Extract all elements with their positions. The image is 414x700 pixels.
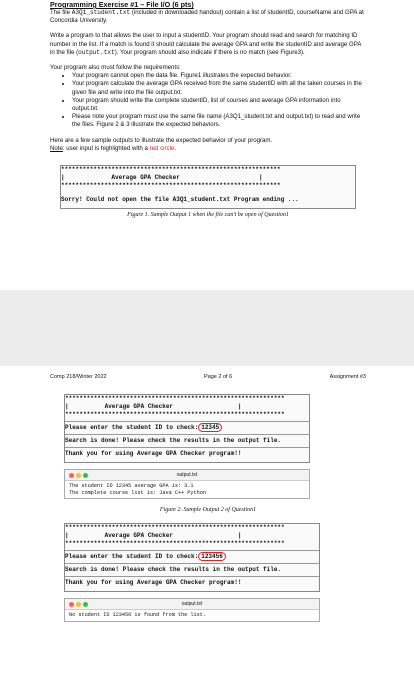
- page-2: [0, 366, 414, 700]
- user-input-circle: 12345: [198, 423, 222, 432]
- requirement-item: • Your program calculate the average GPA received from the same studentID with all the taken courses in the given file and write into the file output.txt.: [72, 80, 366, 96]
- window-titlebar: [65, 470, 309, 481]
- star-border: *************************************************************: [65, 524, 285, 531]
- page-number: Page 2 of 6: [204, 374, 233, 380]
- prompt-line: Please enter the student ID to check: 12345: [65, 424, 309, 432]
- star-border: *************************************************************: [61, 166, 281, 174]
- file-line: No student ID 123456 is found from the list.: [69, 612, 206, 618]
- thank-you-line: Thank you for using Average GPA Checker program!!: [65, 450, 242, 457]
- requirement-item: • Please note your program must use the same file name (A3Q1_student.txt and output.txt) to read and write the files. Figure 2 & 3 illustrate the expected behaviors.: [72, 113, 366, 129]
- figure2-terminal: [64, 394, 310, 463]
- note-line: Note: user input is highlighted with a red circle.: [50, 144, 177, 152]
- requirement-item: • Your program cannot open the data file. Figure1 illustrates the expected behavior.: [72, 72, 366, 80]
- star-border: *************************************************************: [65, 411, 285, 418]
- star-border: *************************************************************: [65, 395, 285, 402]
- error-message: Sorry! Could not open the file A3Q1_student.txt Program ending ...: [61, 196, 299, 204]
- thank-you-line: Thank you for using Average GPA Checker program!!: [65, 579, 242, 586]
- file-line: The student ID 12345 average GPA is: 3.1: [69, 483, 194, 489]
- figure3-terminal: [64, 523, 320, 592]
- search-done-line: Search is done! Please check the results in the output file.: [65, 566, 282, 573]
- file-title: output.txt: [181, 600, 203, 607]
- file-title: output.txt: [176, 471, 198, 478]
- terminal-title: | Average GPA Checker |: [65, 532, 242, 539]
- star-border: *************************************************************: [65, 540, 285, 547]
- requirement-item: • Your program should write the complete studentID, list of courses and average GPA information into output.txt.: [72, 97, 366, 113]
- terminal-title: | Average GPA Checker |: [65, 403, 242, 410]
- user-input-circle: 123456: [198, 552, 226, 561]
- intro-paragraph: The file A3Q1_student.txt (included in downloaded handout) contain a list of studentID, courseName and GPA at Concordia University.: [50, 9, 364, 25]
- figure2-caption: Figure 2. Sample Output 2 of Question1: [159, 507, 257, 513]
- figure2-output-file: [64, 469, 310, 499]
- samples-intro: Here are a few sample outputs to illustrate the expected behavior of your program.: [50, 136, 273, 144]
- window-titlebar: [65, 599, 319, 610]
- figure1-caption: Figure 1. Sample Output 1 when the file can't be open of Question1: [127, 212, 289, 219]
- page-1: [0, 0, 414, 290]
- search-done-line: Search is done! Please check the results in the output file.: [65, 437, 282, 444]
- course-label: Comp 218/Winter 2022: [50, 374, 107, 380]
- requirements-intro: Your program also must follow the requirements:: [50, 64, 181, 72]
- figure3-output-file: [64, 598, 320, 622]
- exercise-heading: Programming Exercise #1 – File I/O (6 pts): [50, 0, 194, 9]
- requirements-list: [50, 72, 366, 129]
- terminal-title: | Average GPA Checker |: [61, 174, 263, 182]
- figure1-terminal: [60, 165, 356, 209]
- instructions-paragraph: Write a program to that allows the user to input a studentID. Your program should read and search for matching ID number in the list. If a match is found it should calculate the average GPA and write the studentID and average GPA in the file (output.txt). Your program should also indicate if there is no match (see Figure3).: [50, 32, 362, 56]
- star-border: *************************************************************: [61, 182, 281, 190]
- prompt-line: Please enter the student ID to check: 123456: [65, 553, 319, 561]
- file-line: The complete course list is: Java C++ Python: [69, 490, 206, 496]
- assignment-label: Assignment #3: [329, 374, 366, 380]
